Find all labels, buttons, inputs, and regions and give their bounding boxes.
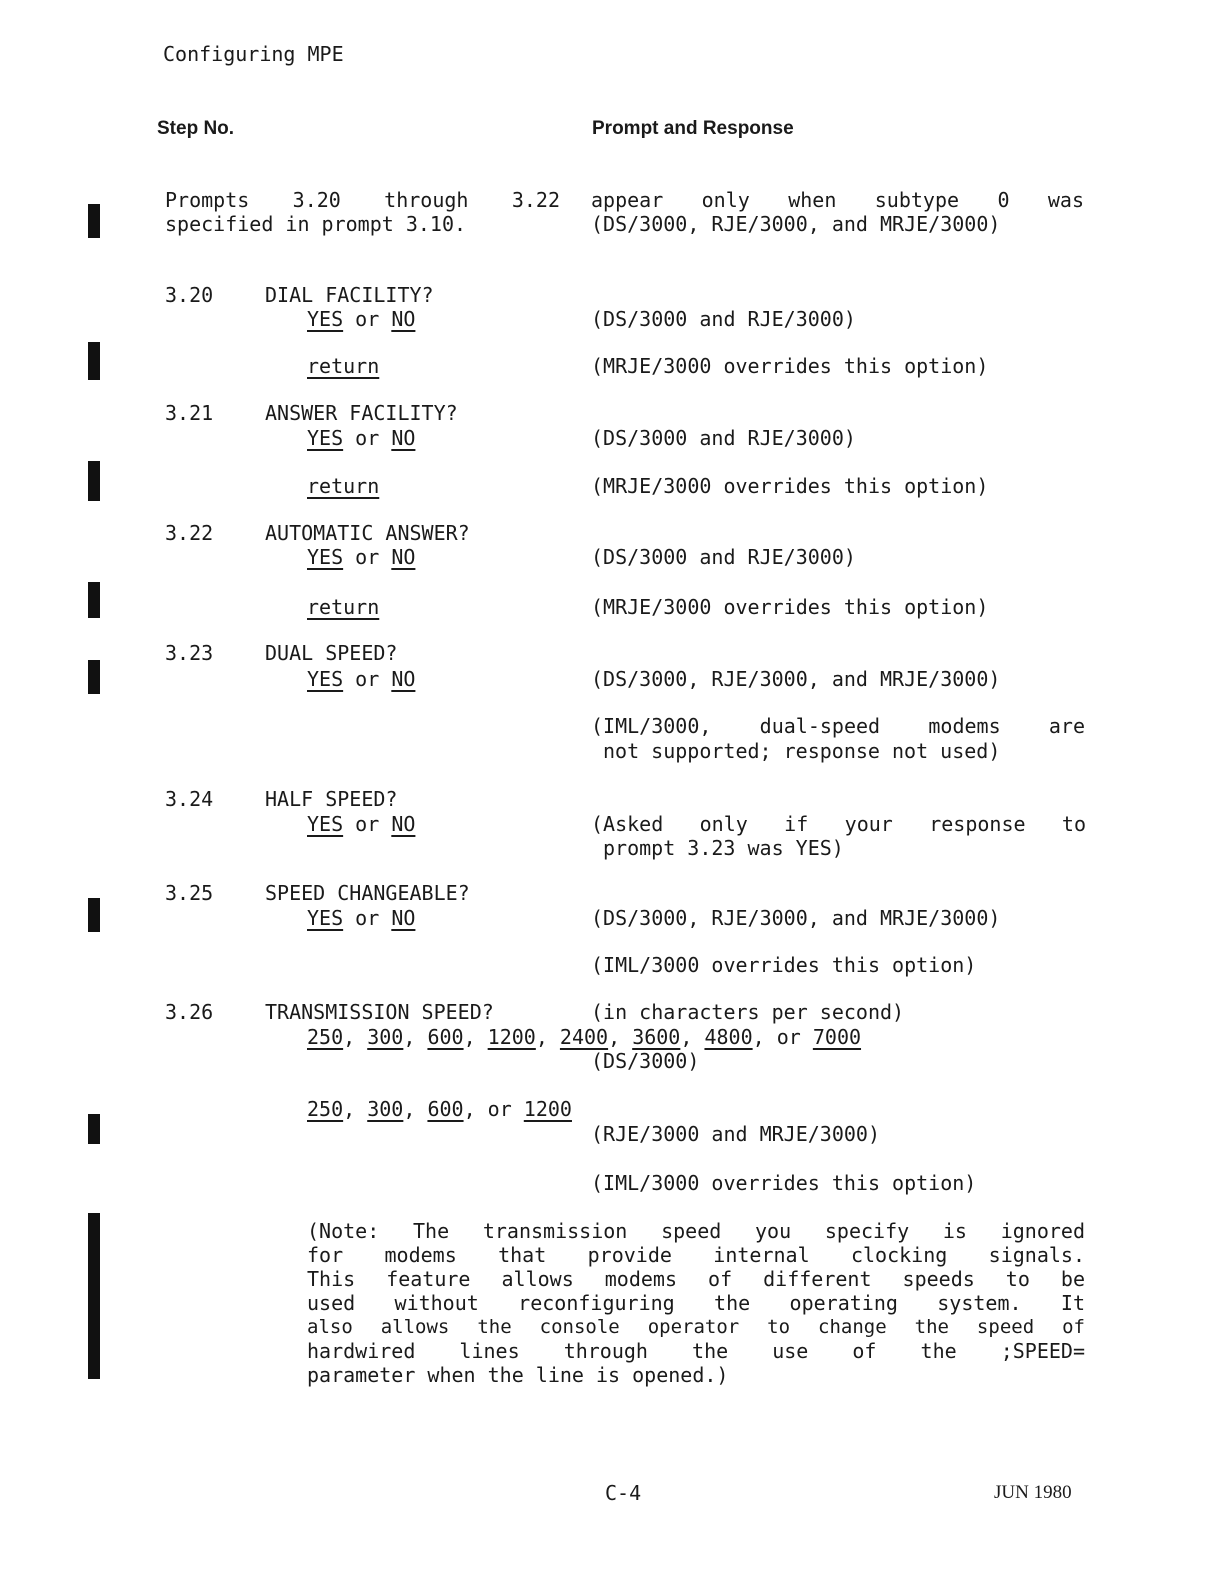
page-number: C-4: [605, 1481, 642, 1505]
note-line: parameter when the line is opened.): [307, 1363, 729, 1387]
prompt-text: DIAL FACILITY?: [265, 283, 434, 307]
step-number: 3.26: [165, 1000, 214, 1024]
response-note: (MRJE/3000 overrides this option): [591, 595, 989, 619]
response-note: not supported; response not used): [603, 739, 1001, 763]
yes-no-response: YES or NO: [307, 307, 416, 331]
column-header-prompt: Prompt and Response: [592, 118, 794, 139]
prompt-text: AUTOMATIC ANSWER?: [265, 521, 470, 545]
response-note: (DS/3000, RJE/3000, and MRJE/3000): [591, 906, 1001, 930]
step-number: 3.20: [165, 283, 214, 307]
prompt-text: TRANSMISSION SPEED?: [265, 1000, 494, 1024]
intro-left-line2: specified in prompt 3.10.: [165, 212, 467, 236]
change-bar: [88, 1114, 100, 1144]
response-note: (IML/3000, dual-speed modems are: [591, 714, 1085, 738]
yes-no-response: YES or NO: [307, 545, 416, 569]
yes-no-response: YES or NO: [307, 667, 416, 691]
response-note: prompt 3.23 was YES): [603, 836, 844, 860]
return-response: return: [307, 595, 380, 619]
response-note: (DS/3000 and RJE/3000): [591, 426, 856, 450]
response-note: (in characters per second): [591, 1000, 905, 1024]
return-response: return: [307, 474, 380, 498]
yes-no-response: YES or NO: [307, 906, 416, 930]
note-line: (Note: The transmission speed you specify is ignored: [307, 1219, 1085, 1243]
response-note: (DS/3000 and RJE/3000): [591, 545, 856, 569]
response-note: (MRJE/3000 overrides this option): [591, 474, 989, 498]
response-note: (RJE/3000 and MRJE/3000): [591, 1122, 880, 1146]
intro-right-line1: appear only when subtype 0 was: [591, 188, 1084, 212]
response-note: (DS/3000 and RJE/3000): [591, 307, 856, 331]
response-note: (Asked only if your response to: [591, 812, 1086, 836]
intro-left-line1: Prompts 3.20 through 3.22: [165, 188, 560, 212]
response-note: (DS/3000): [591, 1049, 700, 1073]
response-note: (MRJE/3000 overrides this option): [591, 354, 989, 378]
return-response: return: [307, 354, 380, 378]
step-number: 3.23: [165, 641, 214, 665]
step-number: 3.22: [165, 521, 214, 545]
change-bar: [88, 342, 100, 380]
note-line: used without reconfiguring the operating system. It: [307, 1291, 1085, 1315]
step-number: 3.24: [165, 787, 214, 811]
change-bar: [88, 1213, 100, 1379]
step-number: 3.25: [165, 881, 214, 905]
change-bar: [88, 204, 100, 238]
prompt-text: SPEED CHANGEABLE?: [265, 881, 470, 905]
note-line: for modems that provide internal clocking signals.: [307, 1243, 1085, 1267]
speed-options-rje: 250, 300, 600, or 1200: [307, 1097, 572, 1121]
note-line: This feature allows modems of different speeds to be: [307, 1267, 1085, 1291]
step-number: 3.21: [165, 401, 214, 425]
column-header-step: Step No.: [157, 118, 235, 139]
speed-options-ds: 250, 300, 600, 1200, 2400, 3600, 4800, or 7000: [307, 1025, 862, 1049]
prompt-text: DUAL SPEED?: [265, 641, 398, 665]
response-note: (IML/3000 overrides this option): [591, 953, 977, 977]
note-line: also allows the console operator to change the speed of: [307, 1316, 1085, 1338]
note-line: hardwired lines through the use of the ;SPEED=: [307, 1339, 1085, 1363]
change-bar: [88, 898, 100, 932]
yes-no-response: YES or NO: [307, 812, 416, 836]
change-bar: [88, 582, 100, 618]
publication-date: JUN 1980: [994, 1482, 1072, 1503]
response-note: (DS/3000, RJE/3000, and MRJE/3000): [591, 667, 1001, 691]
change-bar: [88, 660, 100, 694]
prompt-text: ANSWER FACILITY?: [265, 401, 458, 425]
intro-right-line2: (DS/3000, RJE/3000, and MRJE/3000): [591, 212, 1001, 236]
running-title: Configuring MPE: [163, 42, 344, 66]
prompt-text: HALF SPEED?: [265, 787, 398, 811]
response-note: (IML/3000 overrides this option): [591, 1171, 977, 1195]
yes-no-response: YES or NO: [307, 426, 416, 450]
change-bar: [88, 461, 100, 501]
